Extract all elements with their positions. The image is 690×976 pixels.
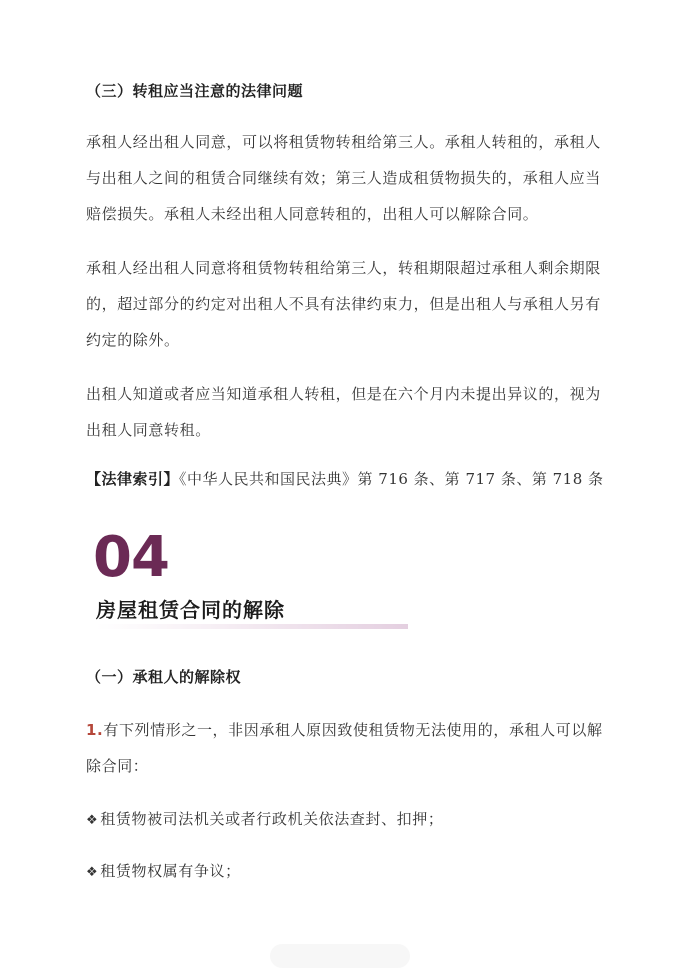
diamond-bullet-icon: ❖ [86, 813, 99, 828]
paragraph-sublease-objection: 出租人知道或者应当知道承租人转租，但是在六个月内未提出异议的，视为出租人同意转租。 [86, 385, 601, 439]
law-index-text: 《中华人民共和国民法典》第 716 条、第 717 条、第 718 条 [179, 470, 604, 488]
law-index [86, 468, 604, 489]
list-item-text: 租赁物被司法机关或者行政机关依法查封、扣押； [100, 810, 444, 828]
section-3-heading: （三）转租应当注意的法律问题 [86, 82, 304, 100]
item-number: 1. [86, 721, 104, 739]
numbered-item [86, 712, 612, 784]
section-number: 04 [93, 525, 169, 590]
section-title: 房屋租赁合同的解除 [96, 598, 285, 622]
list-item [86, 860, 241, 881]
list-item-text: 租赁物权属有争议； [100, 862, 241, 880]
diamond-bullet-icon: ❖ [86, 865, 99, 880]
paragraph-sublease-term: 承租人经出租人同意将租赁物转租给第三人，转租期限超过承租人剩余期限的，超过部分的约定对出租人不具有法律约束力，但是出租人与承租人另有约定的除外。 [86, 259, 601, 349]
list-item [86, 808, 443, 829]
bottom-overlay [270, 944, 410, 968]
section-title-underline [96, 624, 408, 629]
paragraph-sublease-consent: 承租人经出租人同意，可以将租赁物转租给第三人。承租人转租的，承租人与出租人之间的租赁合同继续有效；第三人造成租赁物损失的，承租人应当赔偿损失。承租人未经出租人同意转租的，出租人可以解除合同。 [86, 133, 601, 223]
law-index-label: 【法律索引】 [86, 470, 180, 488]
item-text: 有下列情形之一，非因承租人原因致使租赁物无法使用的，承租人可以解除合同： [86, 721, 603, 775]
section-4-subheading: （一）承租人的解除权 [86, 668, 242, 686]
